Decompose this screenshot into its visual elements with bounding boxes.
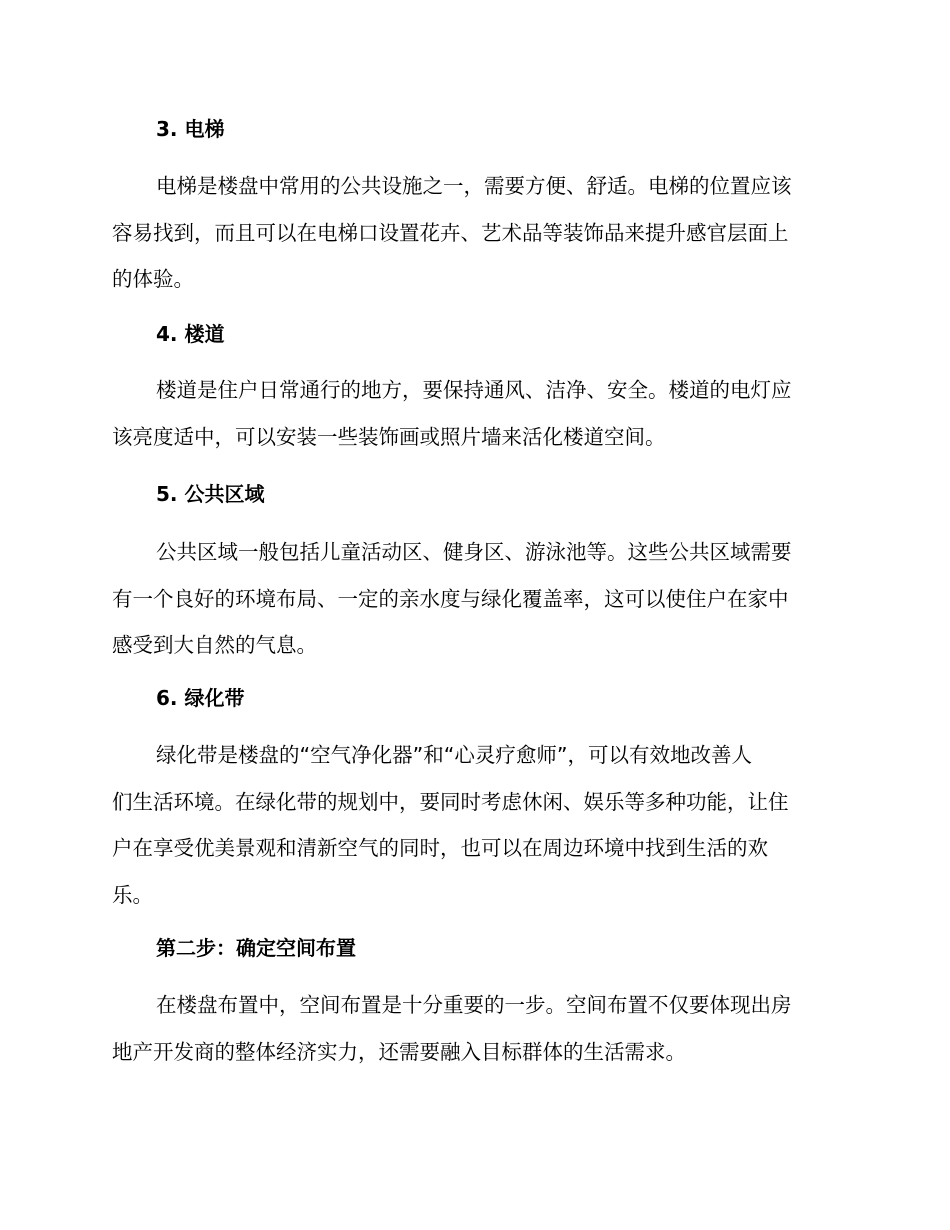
section-paragraph-corridor <box>112 367 832 460</box>
paragraph-line: 电梯是楼盘中常用的公共设施之一，需要方便、舒适。电梯的位置应该 <box>156 174 792 198</box>
paragraph-line: 公共区域一般包括儿童活动区、健身区、游泳池等。这些公共区域需要 <box>156 540 792 564</box>
section-heading-green-belt: 6. 绿化带 <box>156 686 245 710</box>
section-heading-corridor: 4. 楼道 <box>156 322 225 346</box>
section-paragraph-public-area <box>112 529 832 669</box>
section-paragraph-step-two <box>112 982 832 1075</box>
section-paragraph-elevator <box>112 163 832 303</box>
paragraph-line: 有一个良好的环境布局、一定的亲水度与绿化覆盖率，这可以使住户在家中 <box>112 586 789 611</box>
paragraph-line: 在楼盘布置中，空间布置是十分重要的一步。空间布置不仅要体现出房 <box>156 993 792 1017</box>
section-heading-step-two: 第二步：确定空间布置 <box>156 936 356 960</box>
paragraph-line: 户在享受优美景观和清新空气的同时，也可以在周边环境中找到生活的欢 <box>112 836 768 860</box>
paragraph-line: 该亮度适中，可以安装一些装饰画或照片墙来活化楼道空间。 <box>112 424 666 449</box>
section-heading-public-area: 5. 公共区域 <box>156 482 265 506</box>
paragraph-line: 楼道是住户日常通行的地方，要保持通风、洁净、安全。楼道的电灯应 <box>156 378 792 402</box>
paragraph-line: 绿化带是楼盘的“空气净化器”和“心灵疗愈师”，可以有效地改善人 <box>156 743 752 767</box>
section-paragraph-green-belt <box>112 732 832 918</box>
paragraph-line: 容易找到，而且可以在电梯口设置花卉、艺术品等装饰品来提升感官层面上 <box>112 220 789 245</box>
section-heading-elevator: 3. 电梯 <box>156 117 225 141</box>
paragraph-line: 们生活环境。在绿化带的规划中，要同时考虑休闲、娱乐等多种功能，让住 <box>112 789 789 814</box>
paragraph-line: 感受到大自然的气息。 <box>112 633 317 657</box>
paragraph-line: 地产开发商的整体经济实力，还需要融入目标群体的生活需求。 <box>112 1039 686 1064</box>
paragraph-line: 乐。 <box>112 882 153 907</box>
paragraph-line: 的体验。 <box>112 267 194 291</box>
